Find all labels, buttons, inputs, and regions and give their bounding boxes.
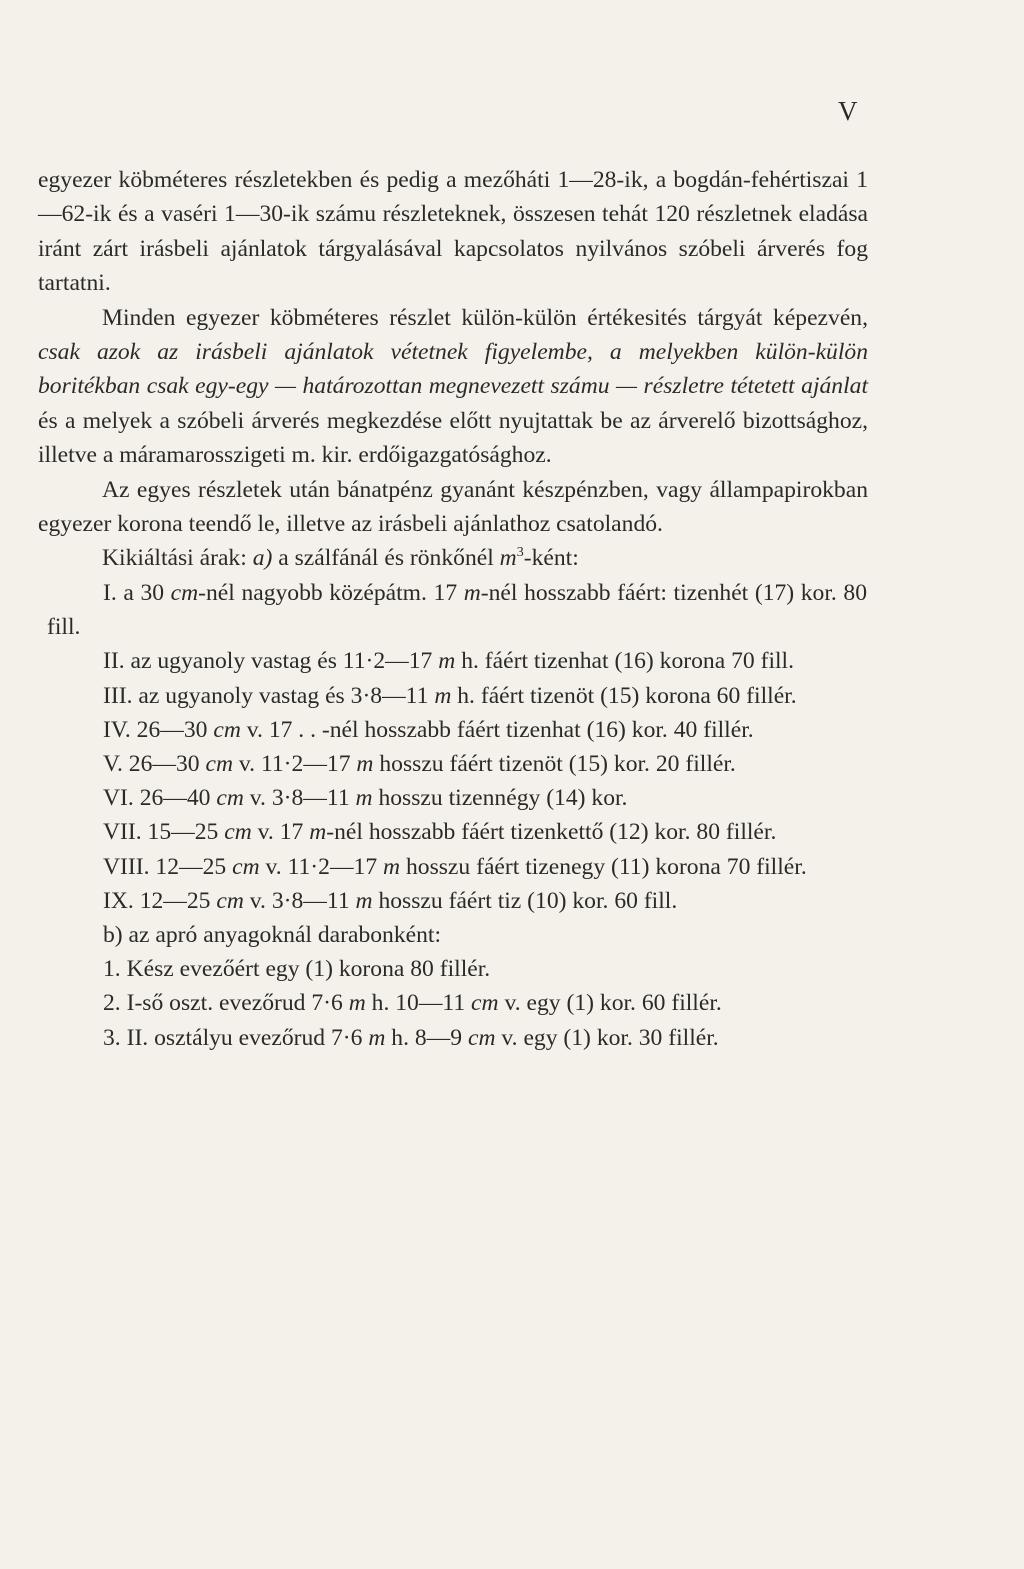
italic-segment: cm: [216, 887, 244, 914]
price-list-item: [47, 918, 867, 952]
price-list-item: [47, 1021, 867, 1055]
italic-segment: m: [434, 682, 452, 709]
italic-segment: csak azok az irásbeli ajánlatok vétetnek figyelembe, a melyekben külön-külön boritékban csak egy-egy — határozottan megnevezett számu — részletre tétetett ajánlat: [38, 339, 868, 400]
text-segment: 3. II. osztályu evezőrud 7·6: [103, 1024, 369, 1051]
text-segment: b) az apró anyagoknál darabonként:: [103, 922, 442, 949]
prices-intro-unit: m: [499, 545, 517, 572]
text-segment: v. 11·2—17: [259, 853, 384, 880]
text-segment: v. 3·8—11: [243, 887, 356, 914]
price-list-item: [47, 679, 867, 713]
text-segment: II. az ugyanoly vastag és 11·2—17: [103, 648, 439, 675]
text-segment: -nél hosszabb fáért: tizenhét (17) kor. 80 fill.: [47, 580, 867, 641]
prices-intro-sup: 3: [516, 545, 524, 561]
text-segment: v. 17 . . -nél hosszabb fáért tizenhat (16) kor. 40 fillér.: [240, 716, 754, 743]
italic-segment: cm: [467, 1024, 496, 1051]
text-segment: IX. 12—25: [103, 887, 217, 914]
italic-segment: m: [356, 751, 374, 778]
italic-segment: cm: [471, 990, 499, 1017]
text-segment: v. 3·8—11: [243, 785, 356, 812]
text-segment: Az egyes részletek után bánatpénz gyanánt készpénzben, vagy állampapirokban egyezer korona teendő le, illetve az irásbeli ajánlathoz csatolandó.: [38, 476, 868, 538]
text-segment: v. egy (1) kor. 30 fillér.: [495, 1024, 719, 1051]
text-segment: I. a 30: [103, 580, 171, 606]
text-segment: hosszu fáért tizenöt (15) kor. 20 fillér.: [373, 751, 736, 778]
italic-segment: m: [463, 580, 481, 606]
text-segment: hosszu fáért tiz (10) kor. 60 fill.: [372, 887, 678, 914]
text-segment: -nél hosszabb fáért tizenkettő (12) kor. 80 fillér.: [326, 819, 777, 846]
text-segment: 2. I-ső oszt. evezőrud 7·6: [103, 990, 349, 1017]
italic-segment: cm: [232, 853, 260, 880]
prices-intro-after: -ként:: [523, 545, 579, 572]
price-list-item: [47, 644, 867, 678]
text-segment: egyezer köbméteres részletekben és pedig a mezőháti 1—28-ik, a bogdán-fehértiszai 1—62-ik és a vaséri 1—30-ik számu részleteknek, összesen tehát 120 részletnek eladása iránt zárt irásbeli ajánlatok tárgyalásával kapcsolatos nyilvános szóbeli árverés fog tartatni.: [38, 167, 868, 297]
italic-segment: cm: [216, 785, 244, 812]
prices-intro-middle: a szálfánál és rönkőnél: [272, 545, 500, 572]
italic-segment: m: [348, 990, 366, 1017]
paragraph-2: [38, 301, 868, 473]
text-segment: IV. 26—30: [103, 716, 214, 743]
text-segment: VI. 26—40: [103, 785, 217, 812]
price-list-item: [47, 747, 867, 781]
text-segment: hosszu fáért tizenegy (11) korona 70 fillér.: [400, 853, 807, 880]
price-list-item: [47, 986, 867, 1020]
price-list-item: [47, 815, 867, 849]
italic-segment: m: [355, 785, 373, 812]
prices-intro-label-a: a): [252, 545, 273, 572]
text-segment: h. 10—11: [365, 990, 472, 1017]
text-segment: III. az ugyanoly vastag és 3·8—11: [103, 682, 435, 709]
prices-intro: [38, 541, 868, 575]
italic-segment: cm: [213, 716, 241, 743]
text-segment: -nél nagyobb középátm. 17: [198, 580, 464, 606]
text-segment: hosszu tizennégy (14) kor.: [372, 785, 628, 812]
text-segment: és a melyek a szóbeli árverés megkezdése előtt nyujtattak be az árverelő bizottsághoz, illetve a máramarosszigeti m. kir. erdőigazgatósághoz.: [38, 407, 868, 469]
paragraph-1: [38, 163, 868, 301]
italic-segment: cm: [205, 751, 233, 778]
text-segment: h. fáért tizenhat (16) korona 70 fill.: [455, 648, 795, 675]
page-number: V: [838, 96, 859, 126]
paragraph-3: [38, 473, 868, 542]
price-list-item: [47, 576, 867, 644]
text-segment: V. 26—30: [103, 751, 206, 778]
italic-segment: m: [355, 887, 373, 914]
price-list-item: [47, 713, 867, 747]
text-segment: h. 8—9: [385, 1024, 468, 1051]
italic-segment: cm: [224, 819, 252, 846]
text-segment: v. 17: [251, 819, 310, 846]
body-text: [38, 163, 868, 576]
text-segment: VIII. 12—25: [103, 853, 233, 880]
text-segment: h. fáért tizenöt (15) korona 60 fillér.: [451, 682, 797, 709]
italic-segment: m: [368, 1024, 386, 1051]
italic-segment: cm: [170, 580, 199, 606]
text-segment: v. 11·2—17: [233, 751, 357, 778]
price-list: [47, 576, 867, 1055]
price-list-item: [47, 952, 867, 986]
text-segment: v. egy (1) kor. 60 fillér.: [498, 990, 722, 1017]
price-list-item: [47, 850, 867, 884]
italic-segment: m: [383, 853, 401, 880]
price-list-item: [47, 884, 867, 918]
italic-segment: m: [309, 819, 327, 846]
text-segment: 1. Kész evezőért egy (1) korona 80 fillér.: [103, 956, 491, 983]
prices-intro-before: Kikiáltási árak:: [102, 545, 253, 572]
text-segment: VII. 15—25: [103, 819, 225, 846]
text-segment: Minden egyezer köbméteres részlet külön-külön értékesités tárgyát képezvén,: [102, 304, 868, 331]
italic-segment: m: [438, 648, 456, 675]
price-list-item: [47, 781, 867, 815]
